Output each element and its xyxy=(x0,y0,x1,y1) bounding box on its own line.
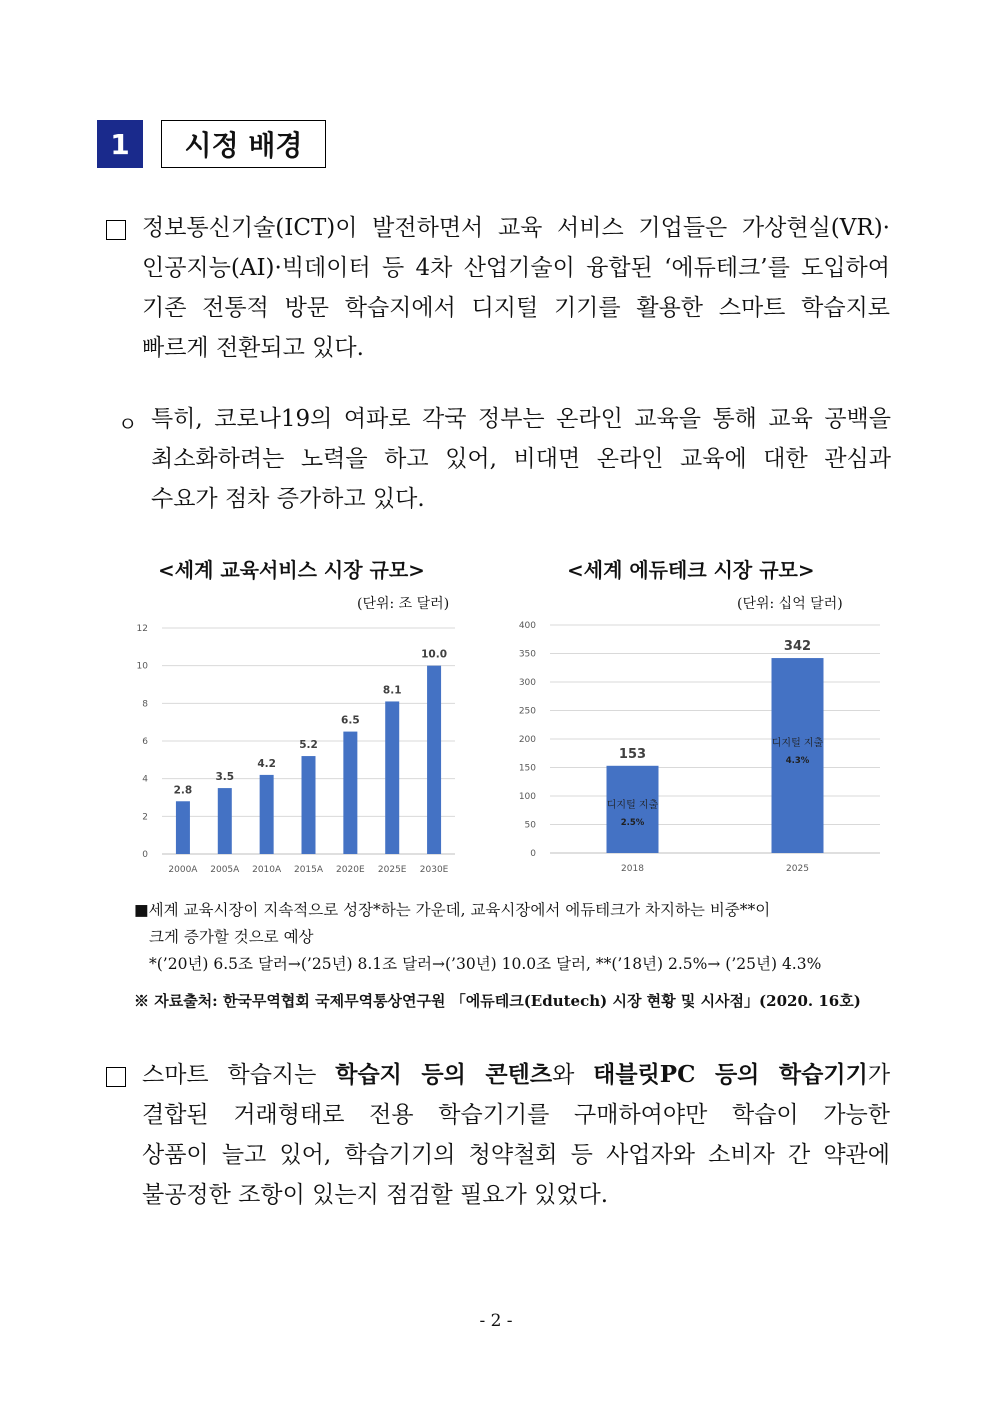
data-label: 4.2 xyxy=(257,757,276,770)
box-bullet-1 xyxy=(106,220,126,240)
bar xyxy=(343,732,357,854)
data-label: 5.2 xyxy=(299,739,318,752)
bar-inner-value: 4.3% xyxy=(785,756,810,767)
chart-1-svg xyxy=(120,612,490,882)
bar-inner-label: 디지털 지출 xyxy=(606,799,659,811)
data-label: 2.8 xyxy=(173,784,193,797)
p3-bold-device: 태블릿PC 등의 학습기기 xyxy=(593,1061,868,1088)
paragraph-3 xyxy=(142,1055,890,1215)
paragraph-2-line: 수요가 점차 증가하고 있다. xyxy=(151,486,425,512)
paragraph-1-line: 인공지능(AI)·빅데이터 등 4차 산업기술이 융합된 ‘에듀테크’를 도입하여 xyxy=(142,255,890,281)
y-tick-label: 8 xyxy=(142,699,148,710)
section-title: 시정 배경 xyxy=(161,120,326,168)
chart-1-unit: (단위: 조 달러) xyxy=(357,596,450,612)
data-label: 153 xyxy=(618,746,647,762)
box-bullet-2 xyxy=(106,1067,126,1087)
bar-inner-label: 디지털 지출 xyxy=(771,738,824,750)
y-tick-label: 2 xyxy=(142,812,148,823)
p3-text: 와 xyxy=(552,1062,594,1088)
y-tick-label: 250 xyxy=(518,706,536,717)
y-tick-label: 350 xyxy=(518,649,536,660)
paragraph-3-line: 불공정한 조항이 있는지 점검할 필요가 있었다. xyxy=(142,1182,609,1208)
section-number: 1 xyxy=(97,120,143,168)
data-label: 3.5 xyxy=(215,771,235,784)
x-tick-label: 2015A xyxy=(293,865,324,875)
paragraph-3-line-1 xyxy=(142,1055,890,1095)
x-tick-label: 2025E xyxy=(377,865,407,875)
x-tick-label: 2018 xyxy=(621,864,644,874)
y-tick-label: 200 xyxy=(518,735,536,745)
chart-2-title: <세계 에듀테크 시장 규모> xyxy=(567,558,815,582)
chart-2-unit: (단위: 십억 달러) xyxy=(737,596,843,612)
paragraph-1-line: 정보통신기술(ICT)이 발전하면서 교육 서비스 기업들은 가상현실(VR)· xyxy=(142,215,890,241)
paragraph-1-line: 빠르게 전환되고 있다. xyxy=(142,335,364,361)
p3-text: 스마트 학습지는 xyxy=(142,1062,336,1088)
note-block xyxy=(134,897,821,978)
y-tick-label: 150 xyxy=(518,763,536,774)
circle-bullet: ㅇ xyxy=(118,412,138,436)
paragraph-1-line: 기존 전통적 방문 학습지에서 디지털 기기를 활용한 스마트 학습지로 xyxy=(142,295,890,321)
x-tick-label: 2000A xyxy=(168,865,198,875)
y-tick-label: 10 xyxy=(136,661,148,672)
chart-2-svg xyxy=(515,612,890,882)
note-bullet: ■ xyxy=(134,901,149,919)
bar xyxy=(218,788,232,854)
page-number: - 2 - xyxy=(479,1311,513,1331)
note-line-1: 세계 교육시장이 지속적으로 성장*하는 가운데, 교육시장에서 에듀테크가 차지하는 비중**이 xyxy=(148,901,771,919)
paragraph-2 xyxy=(151,399,891,519)
y-tick-label: 0 xyxy=(530,849,536,859)
note-line-2: 크게 증가할 것으로 예상 xyxy=(149,928,314,946)
y-tick-label: 4 xyxy=(142,774,148,785)
data-label: 342 xyxy=(783,639,812,655)
y-tick-label: 100 xyxy=(518,792,536,802)
x-tick-label: 2030E xyxy=(419,865,449,875)
y-tick-label: 400 xyxy=(518,621,536,631)
paragraph-2-line: 특히, 코로나19의 여파로 각국 정부는 온라인 교육을 통해 교육 공백을 xyxy=(151,406,891,432)
y-tick-label: 300 xyxy=(518,678,536,688)
paragraph-3-line: 상품이 늘고 있어, 학습기기의 청약철회 등 사업자와 소비자 간 약관에 xyxy=(142,1142,890,1168)
p3-text: 가 xyxy=(867,1062,891,1088)
data-label: 8.1 xyxy=(382,684,402,697)
y-tick-label: 12 xyxy=(136,624,148,634)
p3-bold-contents: 학습지 등의 콘텐츠 xyxy=(335,1061,553,1088)
data-label: 6.5 xyxy=(341,714,360,727)
x-tick-label: 2010A xyxy=(252,865,282,875)
paragraph-3-line: 결합된 거래형태로 전용 학습기기를 구매하여야만 학습이 가능한 xyxy=(142,1102,890,1128)
bar xyxy=(302,756,316,854)
x-tick-label: 2025 xyxy=(786,864,809,874)
paragraph-1 xyxy=(142,208,890,368)
bar xyxy=(385,701,399,854)
source-note: ※ 자료출처: 한국무역협회 국제무역통상연구원 「에듀테크(Edutech) 시장 현황 및 시사점」(2020. 16호) xyxy=(134,992,861,1010)
chart-1-title: <세계 교육서비스 시장 규모> xyxy=(158,558,425,582)
data-label: 10.0 xyxy=(421,648,448,661)
y-tick-label: 0 xyxy=(142,850,148,860)
bar xyxy=(176,801,190,854)
y-tick-label: 50 xyxy=(524,820,536,831)
x-tick-label: 2020E xyxy=(336,865,365,875)
note-line-3: *(’20년) 6.5조 달러→(’25년) 8.1조 달러→(’30년) 10.0조 달러, **(’18년) 2.5%→ (’25년) 4.3% xyxy=(149,955,822,973)
bar xyxy=(260,775,274,854)
y-tick-label: 6 xyxy=(142,737,148,747)
bar xyxy=(427,666,441,854)
paragraph-2-line: 최소화하려는 노력을 하고 있어, 비대면 온라인 교육에 대한 관심과 xyxy=(151,446,891,472)
x-tick-label: 2005A xyxy=(210,865,240,875)
bar-inner-value: 2.5% xyxy=(620,817,645,828)
